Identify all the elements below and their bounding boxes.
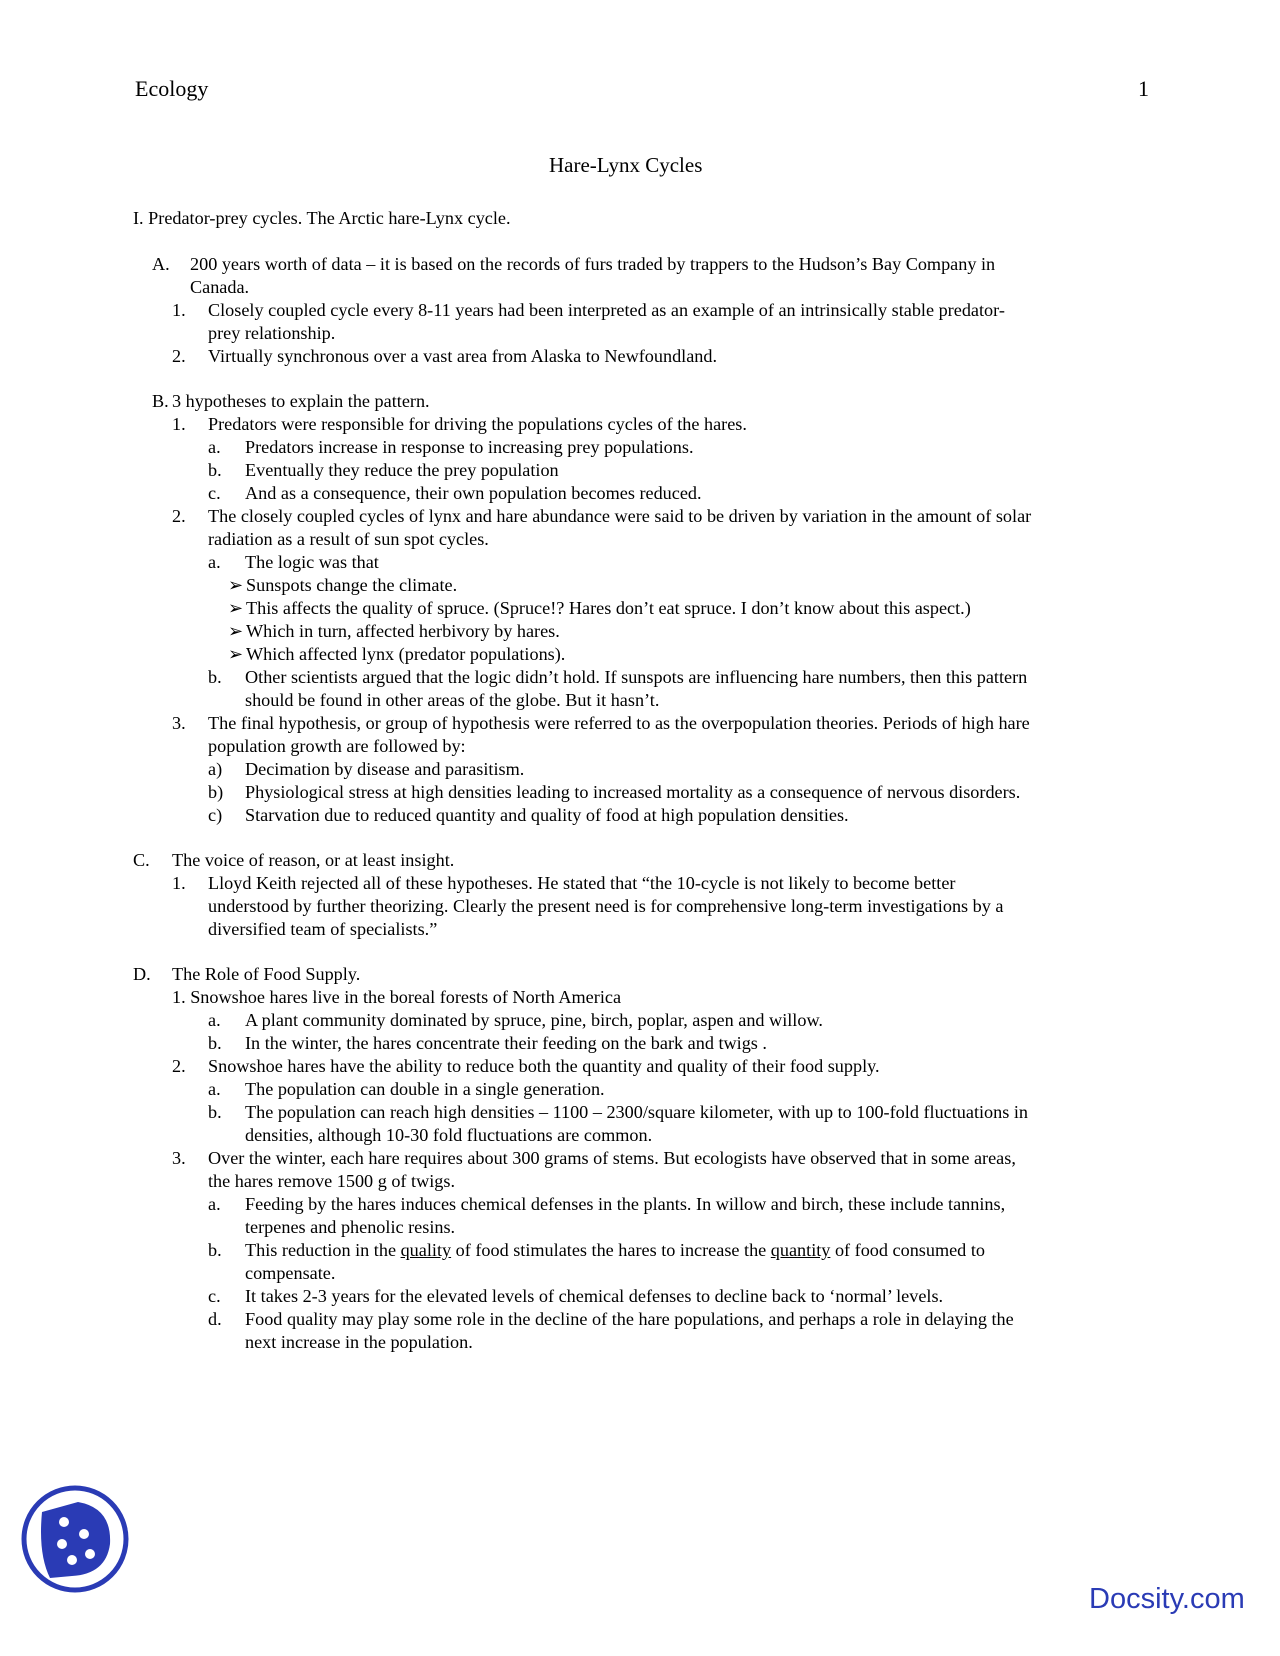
outline-marker: 3. (172, 713, 186, 733)
outline-text: prey relationship. (208, 323, 336, 343)
bullet-text: Sunspots change the climate. (246, 575, 458, 595)
outline-marker: a. (208, 437, 221, 457)
outline-text: 200 years worth of data – it is based on the records of furs traded by trappers to the Hudson’s Bay Company in (190, 254, 996, 274)
docsity-logo-icon (20, 1484, 130, 1594)
bullet-text: Which affected lynx (predator populations). (246, 644, 566, 664)
outline-text: Predators were responsible for driving the populations cycles of the hares. (208, 414, 747, 434)
outline-text: Starvation due to reduced quantity and quality of food at high population densities. (245, 805, 849, 825)
text-run: This reduction in the (245, 1240, 401, 1260)
outline-text: The population can reach high densities – 1100 – 2300/square kilometer, with up to 100-fold fluctuations in (245, 1102, 1029, 1122)
outline-marker: 2. (172, 506, 186, 526)
text-run: of food stimulates the hares to increase the (451, 1240, 771, 1260)
outline-text: compensate. (245, 1263, 336, 1283)
arrow-bullet-icon: ➢ (228, 598, 244, 618)
outline-text: Food quality may play some role in the decline of the hare populations, and perhaps a role in delaying the (245, 1309, 1014, 1329)
outline-marker: a. (208, 1194, 221, 1214)
outline-marker: d. (208, 1309, 222, 1329)
page-number: 1 (1138, 76, 1149, 101)
outline-text: should be found in other areas of the globe. But it hasn’t. (245, 690, 660, 710)
outline-text: Other scientists argued that the logic didn’t hold. If sunspots are influencing hare numbers, then this pattern (245, 667, 1028, 687)
outline-text: 1. Snowshoe hares live in the boreal forests of North America (172, 987, 622, 1007)
outline-text: It takes 2-3 years for the elevated levels of chemical defenses to decline back to ‘normal’ levels. (245, 1286, 944, 1306)
underlined-word: quality (400, 1240, 452, 1260)
outline-text (245, 1239, 985, 1262)
bullet-text: Which in turn, affected herbivory by hares. (246, 621, 560, 641)
outline-text: Closely coupled cycle every 8-11 years had been interpreted as an example of an intrinsically stable predator- (208, 300, 1005, 320)
outline-marker: B. (152, 391, 169, 411)
outline-text: Predators increase in response to increasing prey populations. (245, 437, 694, 457)
header-subject: Ecology (135, 76, 209, 101)
page-title: Hare-Lynx Cycles (549, 153, 703, 177)
outline-marker: 2. (172, 1056, 186, 1076)
outline-marker: b) (208, 782, 224, 802)
outline-marker: a. (208, 552, 221, 572)
outline-marker: a. (208, 1010, 221, 1030)
section-heading: I. Predator-prey cycles. The Arctic hare-Lynx cycle. (133, 208, 511, 228)
outline-marker: c. (208, 483, 221, 503)
outline-marker: 1. (172, 873, 186, 893)
outline-marker: 3. (172, 1148, 186, 1168)
outline-text: Over the winter, each hare requires about 300 grams of stems. But ecologists have observed that in some areas, (208, 1148, 1016, 1168)
outline-marker: b. (208, 460, 222, 480)
outline-text: terpenes and phenolic resins. (245, 1217, 456, 1237)
outline-text: Feeding by the hares induces chemical defenses in the plants. In willow and birch, these include tannins, (245, 1194, 1006, 1214)
outline-text: radiation as a result of sun spot cycles. (208, 529, 489, 549)
outline-text: The population can double in a single generation. (245, 1079, 605, 1099)
outline-text: And as a consequence, their own population becomes reduced. (245, 483, 702, 503)
outline-marker: c) (208, 805, 223, 825)
outline-marker: a) (208, 759, 223, 779)
underlined-word: quantity (770, 1240, 831, 1260)
outline-text: understood by further theorizing. Clearly the present need is for comprehensive long-term investigations by a (208, 896, 1004, 916)
arrow-bullet-icon: ➢ (228, 621, 244, 641)
outline-text: A plant community dominated by spruce, pine, birch, poplar, aspen and willow. (245, 1010, 823, 1030)
outline-text: Snowshoe hares have the ability to reduce both the quantity and quality of their food supply. (208, 1056, 880, 1076)
outline-text: In the winter, the hares concentrate their feeding on the bark and twigs . (245, 1033, 767, 1053)
outline-text: The closely coupled cycles of lynx and hare abundance were said to be driven by variation in the amount of solar (208, 506, 1032, 526)
bullet-text: This affects the quality of spruce. (Spruce!? Hares don’t eat spruce. I don’t know about this aspect.) (246, 598, 971, 618)
outline-marker: b. (208, 667, 222, 687)
outline-marker: c. (208, 1286, 221, 1306)
outline-marker: 1. (172, 300, 186, 320)
outline-text: The voice of reason, or at least insight. (172, 850, 455, 870)
arrow-bullet-icon: ➢ (228, 575, 244, 595)
outline-marker: C. (133, 850, 150, 870)
outline-marker: 2. (172, 346, 186, 366)
outline-marker: A. (152, 254, 170, 274)
text-run: of food consumed to (830, 1240, 985, 1260)
outline-text: population growth are followed by: (208, 736, 466, 756)
outline-text: the hares remove 1500 g of twigs. (208, 1171, 455, 1191)
outline-marker: b. (208, 1102, 222, 1122)
outline-marker: D. (133, 964, 151, 984)
outline-text: Physiological stress at high densities leading to increased mortality as a consequence of nervous disorders. (245, 782, 1021, 802)
outline-text: The Role of Food Supply. (172, 964, 361, 984)
outline-text: diversified team of specialists.” (208, 919, 438, 939)
outline-text: 3 hypotheses to explain the pattern. (172, 391, 430, 411)
outline-text: The final hypothesis, or group of hypothesis were referred to as the overpopulation theories. Periods of high hare (208, 713, 1030, 733)
outline-marker: b. (208, 1240, 222, 1260)
outline-marker: 1. (172, 414, 186, 434)
outline-marker: b. (208, 1033, 222, 1053)
outline-text: Canada. (190, 277, 250, 297)
outline-text: The logic was that (245, 552, 379, 572)
outline-text: Decimation by disease and parasitism. (245, 759, 525, 779)
outline-text: Lloyd Keith rejected all of these hypotheses. He stated that “the 10-cycle is not likely to become better (208, 873, 956, 893)
outline-text: densities, although 10-30 fold fluctuations are common. (245, 1125, 653, 1145)
docsity-brand-link[interactable]: Docsity.com (1089, 1583, 1245, 1615)
outline-text: next increase in the population. (245, 1332, 473, 1352)
outline-text: Virtually synchronous over a vast area from Alaska to Newfoundland. (208, 346, 718, 366)
outline-marker: a. (208, 1079, 221, 1099)
arrow-bullet-icon: ➢ (228, 644, 244, 664)
outline-text: Eventually they reduce the prey population (245, 460, 559, 480)
